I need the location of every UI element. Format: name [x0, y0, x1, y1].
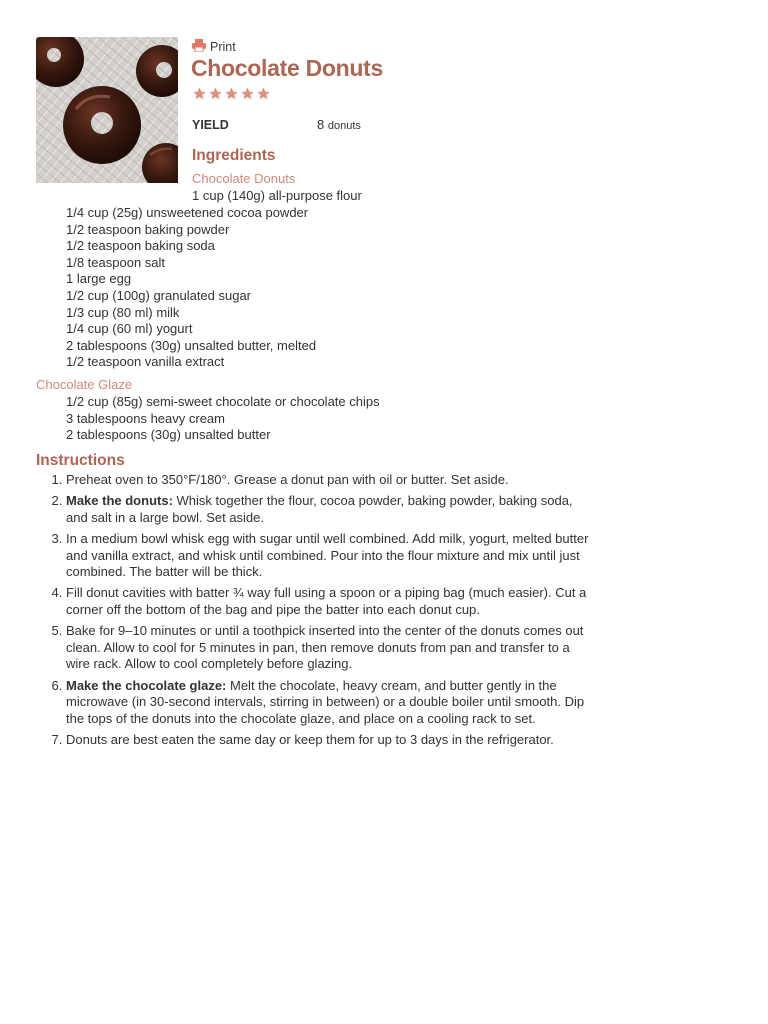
instructions-heading: Instructions — [36, 452, 125, 469]
step-text: Donuts are best eaten the same day or keep them for up to 3 days in the refrigerator. — [66, 731, 554, 747]
instruction-step — [66, 493, 596, 526]
ingredients-heading: Ingredients — [192, 147, 276, 164]
instructions-list — [36, 472, 596, 753]
step-lead: Make the donuts: — [66, 493, 173, 509]
print-label: Print — [210, 40, 236, 54]
ingredient-item: 1/2 cup (100g) granulated sugar — [66, 287, 252, 303]
ingredient-list-glaze — [66, 394, 380, 444]
star-icon[interactable] — [208, 86, 223, 101]
ingredient-item: 2 tablespoons (30g) unsalted butter, melted — [66, 337, 317, 353]
instruction-step — [66, 623, 596, 673]
ingredient-group-glaze-heading: Chocolate Glaze — [36, 377, 133, 392]
ingredient-list-donuts — [66, 205, 316, 371]
yield-unit: donuts — [327, 120, 361, 132]
ingredient-item: 1/4 cup (60 ml) yogurt — [66, 321, 193, 337]
instruction-step — [66, 472, 596, 489]
instruction-step — [66, 732, 596, 749]
ingredient-item: 1 large egg — [66, 271, 132, 287]
yield-value — [317, 117, 361, 132]
instruction-step — [66, 678, 596, 728]
recipe-photo — [36, 37, 178, 183]
ingredient-group-donuts-heading: Chocolate Donuts — [192, 171, 296, 186]
instruction-step — [66, 585, 596, 618]
ingredient-item: 2 tablespoons (30g) unsalted butter — [66, 427, 271, 443]
star-icon[interactable] — [224, 86, 239, 101]
star-icon[interactable] — [240, 86, 255, 101]
ingredient-item: 1/2 teaspoon baking powder — [66, 221, 230, 237]
step-text: Whisk together the flour, cocoa powder, baking powder, baking soda, and salt in a large bowl. Set aside. — [66, 493, 573, 525]
rating-stars[interactable] — [192, 86, 271, 101]
ingredient-item: 1/4 cup (25g) unsweetened cocoa powder — [66, 205, 309, 220]
step-lead: Make the chocolate glaze: — [66, 677, 227, 693]
step-text: In a medium bowl whisk egg with sugar until well combined. Add milk, yogurt, melted butter and vanilla extract, and whisk until combined. Pour into the flour mixture and mix until just combined. The batter will be thick. — [66, 530, 589, 580]
instruction-step — [66, 531, 596, 581]
step-text: Fill donut cavities with batter ¾ way full using a spoon or a piping bag (much easier). Cut a corner off the bottom of the bag and pipe the batter into each donut cup. — [66, 585, 587, 617]
star-icon[interactable] — [192, 86, 207, 101]
ingredient-item: 1/3 cup (80 ml) milk — [66, 304, 180, 320]
printer-icon — [192, 39, 206, 55]
ingredient-item: 1/2 teaspoon baking soda — [66, 238, 215, 254]
yield-number: 8 — [317, 117, 325, 132]
yield-label: YIELD — [192, 118, 229, 132]
step-text: Melt the chocolate, heavy cream, and butter gently in the microwave (in 30-second intervals, stirring in between) or a double boiler until smooth. Dip the tops of the donuts into the chocolate glaze, and place on a cooling rack to set. — [66, 677, 585, 726]
ingredient-item: 1/2 teaspoon vanilla extract — [66, 354, 225, 370]
print-button[interactable] — [192, 38, 236, 56]
ingredient-item: 1/8 teaspoon salt — [66, 254, 166, 270]
ingredient-item: 3 tablespoons heavy cream — [66, 410, 225, 426]
recipe-title: Chocolate Donuts — [191, 55, 383, 81]
step-text: Bake for 9–10 minutes or until a toothpick inserted into the center of the donuts comes out clean. Allow to cool for 5 minutes in pan, then remove donuts from pan and transfer to a wire rack. Allow to cool completely before glazing. — [66, 623, 584, 672]
ingredient-item: 1/2 cup (85g) semi-sweet chocolate or chocolate chips — [66, 394, 380, 409]
star-icon[interactable] — [256, 86, 271, 101]
ingredient-item: 1 cup (140g) all-purpose flour — [192, 188, 362, 203]
step-text: Preheat oven to 350°F/180°. Grease a donut pan with oil or butter. Set aside. — [66, 472, 509, 487]
